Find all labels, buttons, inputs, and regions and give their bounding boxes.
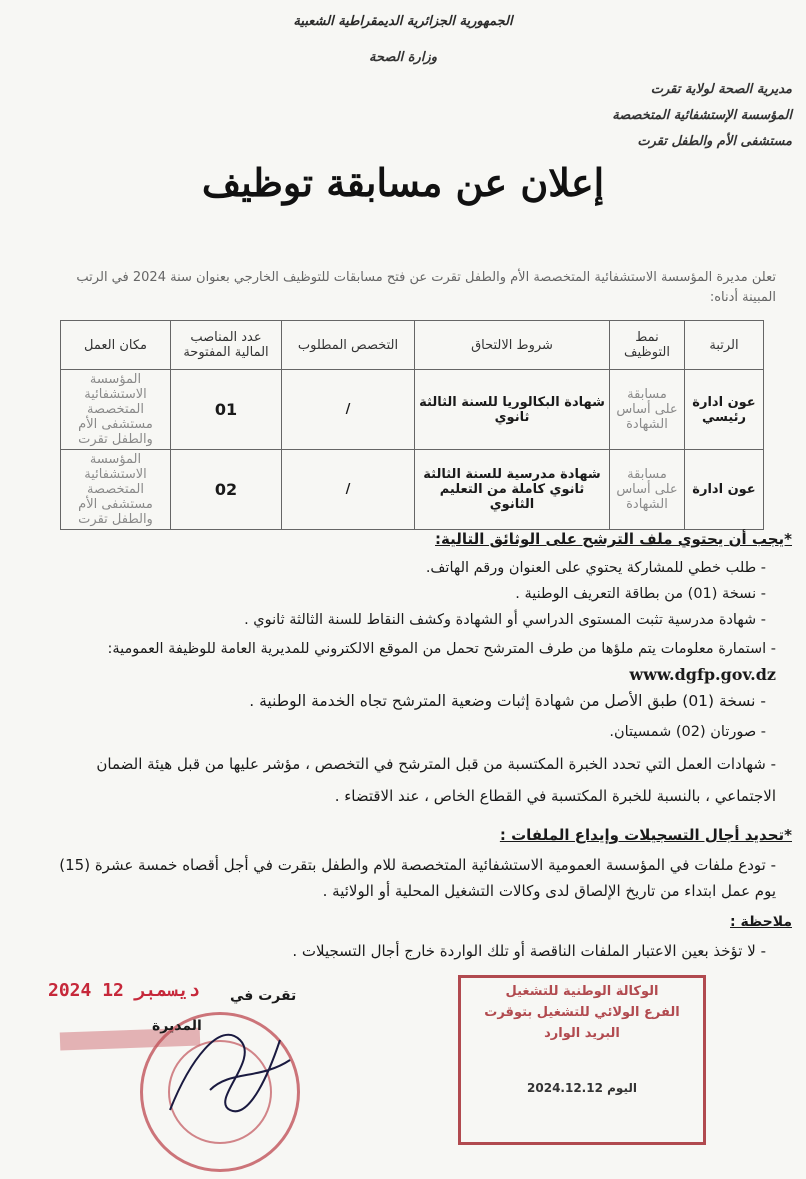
handwritten-signature <box>150 1000 300 1130</box>
documents-heading: *يجب أن يحتوي ملف الترشح على الوثائق التالية: <box>435 530 792 548</box>
doc-item: - نسخة (01) طبق الأصل من شهادة إثبات وضعية المترشح تجاه الخدمة الوطنية . <box>249 692 766 710</box>
cell-conditions: شهادة مدرسية للسنة الثالثة ثانوي كاملة من التعليم الثانوي <box>415 450 610 530</box>
cell-grade: عون ادارة رئيسي <box>685 370 764 450</box>
table-header-row <box>61 321 764 370</box>
agency-stamp-date: 2024.12.12 <box>527 1081 603 1095</box>
agency-stamp-date-label: اليوم <box>607 1081 637 1095</box>
agency-stamp-line3: البريد الوارد <box>544 1026 620 1041</box>
table-row <box>61 370 764 450</box>
doc-item: - صورتان (02) شمسيتان. <box>609 724 766 740</box>
cell-mode: مسابقة على أساس الشهادة <box>610 370 685 450</box>
doc-item: - طلب خطي للمشاركة يحتوي على العنوان ورقم الهاتف. <box>425 560 766 576</box>
cell-specialty: / <box>282 370 415 450</box>
intro-paragraph: تعلن مديرة المؤسسة الاستشفائية المتخصصة الأم والطفل تقرت عن فتح مسابقات للتوظيف الخارجي بعنوان سنة 2024 في الرتب المبينة أدناه: <box>76 270 776 305</box>
header-conditions: شروط الالتحاق <box>415 321 610 370</box>
doc-item: - شهادة مدرسية تثبت المستوى الدراسي أو الشهادة وكشف النقاط للسنة الثالثة ثانوي . <box>244 612 766 628</box>
ministry-header: وزارة الصحة <box>369 50 437 65</box>
cell-mode: مسابقة على أساس الشهادة <box>610 450 685 530</box>
signature-place: تقرت في <box>230 988 297 1004</box>
cell-positions: 02 <box>171 450 282 530</box>
signer-title: المديرة <box>152 1018 202 1034</box>
cell-conditions: شهادة البكالوريا للسنة الثالثة ثانوي <box>415 370 610 450</box>
header-specialty: التخصص المطلوب <box>282 321 415 370</box>
republic-header: الجمهورية الجزائرية الديمقراطية الشعبية <box>293 14 513 29</box>
deadline-text: - تودع ملفات في المؤسسة العمومية الاستشفائية المتخصصة للام والطفل بتقرت في أجل أقصاه خمسة عشرة (15) يوم عمل ابتداء من تاريخ الإلصاق لدى وكالات التشغيل المحلية أو الولائية . <box>59 856 776 900</box>
signature-date: 2024 ديسمبر 12 <box>48 980 200 1001</box>
doc-item <box>36 636 776 689</box>
doc-item: - شهادات العمل التي تحدد الخبرة المكتسبة من قبل المترشح في التخصص ، مؤشر عليها من قبل هيئة الضمان الاجتماعي ، بالنسبة للخبرة المكتسبة في القطاع الخاص ، عند الاقتضاء . <box>96 755 776 805</box>
agency-stamp <box>458 975 706 1145</box>
website-link: www.dgfp.gov.dz <box>629 665 776 684</box>
header-mode: نمط التوظيف <box>610 321 685 370</box>
cell-workplace: المؤسسة الاستشفائية المتخصصة مستشفى الأم والطفل تقرت <box>61 450 171 530</box>
doc-item-text: - استمارة معلومات يتم ملؤها من طرف المترشح تحمل من الموقع الالكتروني للمديرية العامة للوظيفة العمومية: <box>107 641 776 657</box>
agency-stamp-line1: الوكالة الوطنية للتشغيل <box>505 984 659 999</box>
hospital-line: مستشفى الأم والطفل تقرت <box>637 134 792 149</box>
positions-table <box>60 320 764 530</box>
cell-grade: عون ادارة <box>685 450 764 530</box>
header-positions: عدد المناصب المالية المفتوحة <box>171 321 282 370</box>
header-grade: الرتبة <box>685 321 764 370</box>
doc-item: - نسخة (01) من بطاقة التعريف الوطنية . <box>515 586 766 602</box>
directorate-line: مديرية الصحة لولاية تقرت <box>650 82 792 97</box>
cell-workplace: المؤسسة الاستشفائية المتخصصة مستشفى الأم والطفل تقرت <box>61 370 171 450</box>
deadline-heading: *تحديد أجال التسجيلات وإيداع الملفات : <box>499 826 792 844</box>
note-heading: ملاحظة : <box>730 914 792 930</box>
note-text: - لا تؤخذ بعين الاعتبار الملفات الناقصة أو تلك الواردة خارج أجال التسجيلات . <box>292 942 766 960</box>
cell-positions: 01 <box>171 370 282 450</box>
table-row <box>61 450 764 530</box>
agency-stamp-date-row <box>465 1081 699 1095</box>
cell-specialty: / <box>282 450 415 530</box>
agency-stamp-line2: الفرع الولائي للتشغيل بتوقرت <box>484 1005 680 1020</box>
page-title: إعلان عن مسابقة توظيف <box>201 160 605 205</box>
header-workplace: مكان العمل <box>61 321 171 370</box>
institution-line: المؤسسة الإستشفائية المتخصصة <box>612 108 792 123</box>
